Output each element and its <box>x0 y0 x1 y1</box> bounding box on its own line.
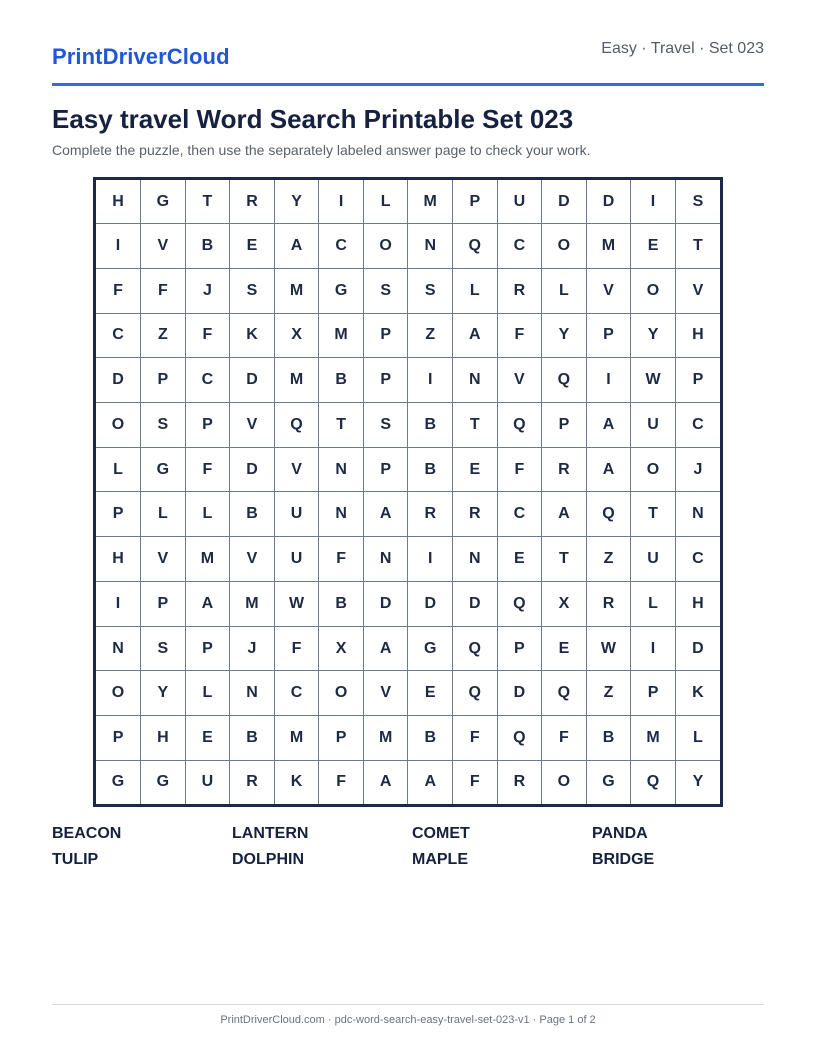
grid-row <box>96 402 720 447</box>
grid-row <box>96 626 720 671</box>
word-list-item: COMET <box>412 825 470 842</box>
grid-cell: N <box>230 671 275 716</box>
grid-cell: R <box>542 447 587 492</box>
grid-row <box>96 447 720 492</box>
grid-cell: X <box>274 313 319 358</box>
grid-cell: F <box>141 268 186 313</box>
grid-cell: Q <box>631 760 676 804</box>
puzzle-meta: Easy · Travel · Set 023 <box>601 40 764 57</box>
grid-cell: J <box>185 268 230 313</box>
grid-cell: V <box>274 447 319 492</box>
grid-cell: L <box>363 180 408 224</box>
grid-cell: J <box>230 626 275 671</box>
grid-cell: A <box>363 492 408 537</box>
grid-cell: L <box>453 268 498 313</box>
grid-cell: P <box>185 626 230 671</box>
grid-cell: G <box>319 268 364 313</box>
grid-cell: B <box>230 492 275 537</box>
grid-cell: D <box>453 581 498 626</box>
grid-cell: V <box>230 402 275 447</box>
grid-cell: P <box>185 402 230 447</box>
grid-cell: K <box>230 313 275 358</box>
grid-row <box>96 180 720 224</box>
grid-cell: I <box>408 537 453 582</box>
grid-cell: R <box>497 268 542 313</box>
grid-cell: P <box>319 716 364 761</box>
page-footer: PrintDriverCloud.com · pdc-word-search-easy-travel-set-023-v1 · Page 1 of 2 <box>220 1014 596 1026</box>
grid-cell: P <box>453 180 498 224</box>
grid-cell: E <box>631 224 676 269</box>
grid-cell: D <box>675 626 720 671</box>
grid-cell: F <box>319 537 364 582</box>
grid-cell: N <box>675 492 720 537</box>
grid-cell: Z <box>586 537 631 582</box>
grid-cell: B <box>319 581 364 626</box>
grid-cell: V <box>141 537 186 582</box>
grid-cell: D <box>230 447 275 492</box>
grid-cell: Q <box>497 402 542 447</box>
grid-cell: B <box>230 716 275 761</box>
grid-cell: F <box>96 268 141 313</box>
grid-cell: T <box>319 402 364 447</box>
grid-cell: M <box>319 313 364 358</box>
grid-row <box>96 671 720 716</box>
word-search-grid <box>93 177 723 807</box>
grid-row <box>96 581 720 626</box>
grid-cell: L <box>185 671 230 716</box>
grid-cell: Q <box>497 716 542 761</box>
grid-cell: A <box>586 447 631 492</box>
grid-cell: D <box>408 581 453 626</box>
grid-cell: D <box>96 358 141 403</box>
grid-cell: U <box>185 760 230 804</box>
grid-cell: T <box>542 537 587 582</box>
grid-cell: G <box>141 760 186 804</box>
grid-cell: T <box>185 180 230 224</box>
grid-cell: M <box>586 224 631 269</box>
grid-cell: W <box>586 626 631 671</box>
grid-cell: L <box>96 447 141 492</box>
footer-divider <box>52 1004 764 1005</box>
grid-cell: N <box>319 492 364 537</box>
grid-cell: E <box>185 716 230 761</box>
grid-cell: N <box>453 358 498 403</box>
grid-cell: C <box>185 358 230 403</box>
grid-cell: C <box>497 492 542 537</box>
brand-logo: PrintDriverCloud <box>52 44 230 69</box>
page-header <box>52 36 764 86</box>
grid-cell: H <box>675 581 720 626</box>
grid-cell: A <box>363 626 408 671</box>
grid-cell: B <box>408 716 453 761</box>
grid-cell: P <box>675 358 720 403</box>
grid-cell: Y <box>141 671 186 716</box>
grid-cell: I <box>408 358 453 403</box>
grid-cell: N <box>363 537 408 582</box>
grid-cell: E <box>408 671 453 716</box>
grid-cell: N <box>319 447 364 492</box>
grid-cell: M <box>185 537 230 582</box>
grid-cell: C <box>274 671 319 716</box>
grid-cell: D <box>542 180 587 224</box>
grid-row <box>96 760 720 804</box>
grid-cell: P <box>363 447 408 492</box>
grid-cell: Q <box>497 581 542 626</box>
grid-row <box>96 716 720 761</box>
grid-cell: Q <box>542 358 587 403</box>
word-list-item: MAPLE <box>412 851 468 868</box>
grid-cell: S <box>230 268 275 313</box>
grid-cell: O <box>96 671 141 716</box>
grid-cell: M <box>274 716 319 761</box>
letter-grid-table <box>96 180 720 804</box>
word-list-item: PANDA <box>592 825 648 842</box>
grid-cell: D <box>497 671 542 716</box>
grid-cell: T <box>453 402 498 447</box>
word-list-item: DOLPHIN <box>232 851 304 868</box>
grid-cell: U <box>274 492 319 537</box>
grid-cell: N <box>408 224 453 269</box>
grid-cell: Q <box>586 492 631 537</box>
grid-cell: Z <box>408 313 453 358</box>
grid-cell: K <box>274 760 319 804</box>
grid-cell: H <box>96 537 141 582</box>
grid-cell: U <box>274 537 319 582</box>
grid-cell: O <box>319 671 364 716</box>
grid-cell: O <box>542 224 587 269</box>
grid-cell: M <box>274 268 319 313</box>
grid-cell: A <box>274 224 319 269</box>
grid-cell: M <box>274 358 319 403</box>
grid-cell: L <box>542 268 587 313</box>
grid-cell: C <box>319 224 364 269</box>
grid-cell: K <box>675 671 720 716</box>
grid-cell: I <box>96 224 141 269</box>
grid-cell: D <box>363 581 408 626</box>
grid-cell: Q <box>274 402 319 447</box>
grid-cell: Y <box>274 180 319 224</box>
grid-cell: P <box>141 358 186 403</box>
grid-cell: D <box>230 358 275 403</box>
grid-cell: I <box>319 180 364 224</box>
grid-cell: F <box>497 447 542 492</box>
grid-cell: E <box>453 447 498 492</box>
page-title: Easy travel Word Search Printable Set 023 <box>52 104 574 134</box>
grid-cell: R <box>230 180 275 224</box>
grid-cell: C <box>96 313 141 358</box>
grid-cell: Q <box>542 671 587 716</box>
grid-cell: L <box>675 716 720 761</box>
word-list-item: LANTERN <box>232 825 309 842</box>
grid-cell: A <box>453 313 498 358</box>
grid-cell: N <box>453 537 498 582</box>
grid-cell: A <box>185 581 230 626</box>
grid-cell: U <box>631 402 676 447</box>
grid-cell: J <box>675 447 720 492</box>
grid-cell: V <box>675 268 720 313</box>
grid-row <box>96 268 720 313</box>
grid-cell: O <box>363 224 408 269</box>
grid-cell: T <box>631 492 676 537</box>
grid-cell: T <box>675 224 720 269</box>
grid-cell: P <box>96 492 141 537</box>
grid-cell: F <box>453 760 498 804</box>
grid-cell: G <box>586 760 631 804</box>
grid-cell: O <box>542 760 587 804</box>
grid-cell: G <box>141 180 186 224</box>
grid-cell: U <box>497 180 542 224</box>
grid-cell: Z <box>141 313 186 358</box>
grid-cell: M <box>408 180 453 224</box>
grid-cell: S <box>675 180 720 224</box>
grid-cell: C <box>497 224 542 269</box>
grid-row <box>96 313 720 358</box>
word-list-item: BRIDGE <box>592 851 655 868</box>
grid-cell: R <box>586 581 631 626</box>
grid-cell: A <box>542 492 587 537</box>
grid-cell: E <box>230 224 275 269</box>
grid-cell: L <box>185 492 230 537</box>
grid-cell: C <box>675 402 720 447</box>
grid-cell: M <box>631 716 676 761</box>
grid-cell: B <box>586 716 631 761</box>
grid-cell: P <box>542 402 587 447</box>
grid-cell: Q <box>453 671 498 716</box>
grid-row <box>96 224 720 269</box>
word-list-item: BEACON <box>52 825 122 842</box>
grid-row <box>96 492 720 537</box>
grid-cell: F <box>542 716 587 761</box>
grid-cell: O <box>631 268 676 313</box>
grid-cell: F <box>274 626 319 671</box>
word-list-item: TULIP <box>52 851 99 868</box>
grid-cell: P <box>497 626 542 671</box>
grid-cell: O <box>96 402 141 447</box>
grid-cell: E <box>497 537 542 582</box>
grid-cell: I <box>631 180 676 224</box>
grid-cell: B <box>185 224 230 269</box>
grid-cell: U <box>631 537 676 582</box>
grid-cell: I <box>586 358 631 403</box>
grid-cell: G <box>141 447 186 492</box>
page-subtitle: Complete the puzzle, then use the separately labeled answer page to check your work. <box>52 142 591 158</box>
grid-cell: Y <box>542 313 587 358</box>
grid-cell: Z <box>586 671 631 716</box>
grid-cell: X <box>542 581 587 626</box>
grid-cell: F <box>185 313 230 358</box>
grid-cell: R <box>408 492 453 537</box>
grid-cell: W <box>631 358 676 403</box>
grid-cell: H <box>96 180 141 224</box>
grid-cell: S <box>363 268 408 313</box>
grid-cell: Y <box>675 760 720 804</box>
grid-cell: V <box>141 224 186 269</box>
grid-cell: V <box>586 268 631 313</box>
grid-cell: V <box>497 358 542 403</box>
grid-cell: A <box>586 402 631 447</box>
grid-cell: V <box>230 537 275 582</box>
grid-cell: P <box>96 716 141 761</box>
grid-cell: P <box>141 581 186 626</box>
grid-cell: Q <box>453 626 498 671</box>
grid-cell: G <box>408 626 453 671</box>
grid-cell: Q <box>453 224 498 269</box>
grid-cell: B <box>319 358 364 403</box>
grid-row <box>96 537 720 582</box>
grid-cell: O <box>631 447 676 492</box>
grid-cell: S <box>408 268 453 313</box>
grid-cell: P <box>363 358 408 403</box>
grid-cell: P <box>363 313 408 358</box>
grid-cell: H <box>141 716 186 761</box>
grid-cell: Y <box>631 313 676 358</box>
grid-cell: A <box>363 760 408 804</box>
grid-cell: S <box>141 402 186 447</box>
grid-cell: F <box>319 760 364 804</box>
grid-cell: W <box>274 581 319 626</box>
grid-cell: P <box>631 671 676 716</box>
grid-cell: F <box>185 447 230 492</box>
grid-cell: R <box>230 760 275 804</box>
grid-cell: V <box>363 671 408 716</box>
grid-row <box>96 358 720 403</box>
grid-cell: L <box>631 581 676 626</box>
grid-cell: R <box>497 760 542 804</box>
grid-cell: I <box>631 626 676 671</box>
grid-cell: D <box>586 180 631 224</box>
grid-cell: A <box>408 760 453 804</box>
grid-cell: P <box>586 313 631 358</box>
grid-cell: H <box>675 313 720 358</box>
grid-cell: B <box>408 402 453 447</box>
grid-cell: N <box>96 626 141 671</box>
grid-cell: M <box>363 716 408 761</box>
grid-cell: I <box>96 581 141 626</box>
grid-cell: E <box>542 626 587 671</box>
grid-cell: L <box>141 492 186 537</box>
grid-cell: C <box>675 537 720 582</box>
word-list <box>52 825 764 869</box>
grid-cell: S <box>141 626 186 671</box>
grid-cell: F <box>453 716 498 761</box>
grid-cell: F <box>497 313 542 358</box>
grid-cell: R <box>453 492 498 537</box>
grid-cell: X <box>319 626 364 671</box>
grid-cell: S <box>363 402 408 447</box>
grid-cell: G <box>96 760 141 804</box>
grid-cell: B <box>408 447 453 492</box>
grid-cell: M <box>230 581 275 626</box>
